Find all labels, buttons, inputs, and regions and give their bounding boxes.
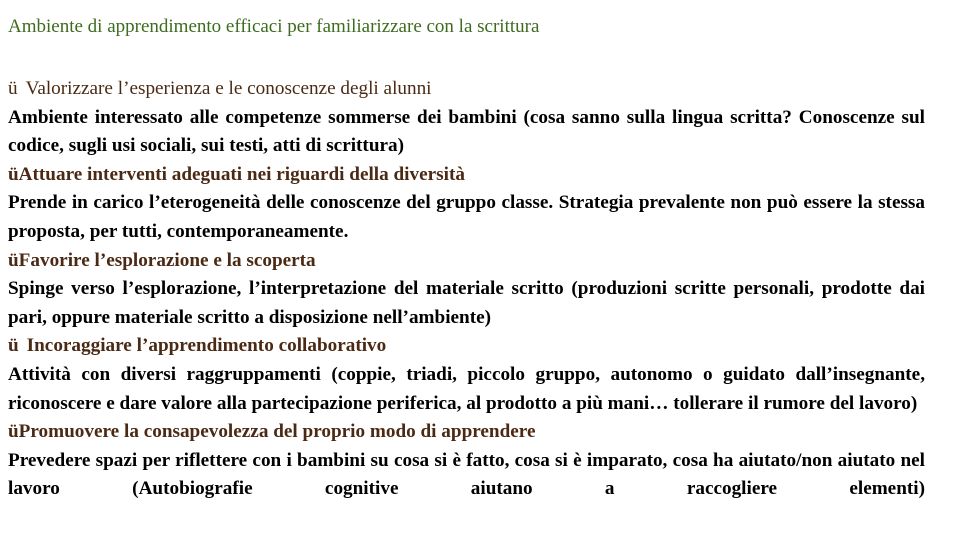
section-heading-4 bbox=[8, 332, 925, 361]
section-body-5: Prevedere spazi per riflettere con i bambini su cosa si è fatto, cosa si è imparato, cosa ha aiutato/non aiutato nel lavoro (Autobiografie cognitive aiutano a raccogliere elementi) bbox=[8, 449, 925, 500]
check-icon: ü bbox=[8, 249, 19, 271]
section-heading-1 bbox=[8, 75, 925, 104]
heading-text: Incoraggiare l’apprendimento collaborativo bbox=[26, 335, 387, 357]
slide-content bbox=[8, 75, 925, 504]
section-heading-5 bbox=[8, 418, 925, 447]
check-icon: ü bbox=[8, 421, 19, 443]
section-body-1: Ambiente interessato alle competenze sommerse dei bambini (cosa sanno sulla lingua scritta? Conoscenze sul codice, sugli usi sociali, sui testi, atti di scrittura) bbox=[8, 106, 925, 157]
section-heading-3 bbox=[8, 247, 925, 276]
heading-text: Promuovere la consapevolezza del proprio modo di apprendere bbox=[18, 421, 536, 443]
section-body-2: Prende in carico l’eterogeneità delle conoscenze del gruppo classe. Strategia prevalente non può essere la stessa proposta, per tutti, contemporaneamente. bbox=[8, 192, 925, 242]
section-body-4: Attività con diversi raggruppamenti (coppie, triadi, piccolo gruppo, autonomo o guidato dall’insegnante, riconoscere e dare valore alla partecipazione periferica, al prodotto a più mani… tollerare il rumore del lavoro) bbox=[8, 363, 925, 414]
check-icon: ü bbox=[8, 78, 18, 99]
heading-text: Attuare interventi adeguati nei riguardi della diversità bbox=[18, 163, 465, 185]
slide-title: Ambiente di apprendimento efficaci per familiarizzare con la scrittura bbox=[8, 16, 540, 37]
section-heading-2 bbox=[8, 161, 925, 190]
heading-text: Favorire l’esplorazione e la scoperta bbox=[18, 249, 316, 271]
check-icon: ü bbox=[8, 335, 19, 357]
check-icon: ü bbox=[8, 163, 19, 185]
heading-text: Valorizzare l’esperienza e le conoscenze degli alunni bbox=[25, 78, 432, 99]
section-body-3: Spinge verso l’esplorazione, l’interpretazione del materiale scritto (produzioni scritte personali, prodotte dai pari, oppure materiale scritto a disposizione nell’ambiente) bbox=[8, 278, 925, 328]
